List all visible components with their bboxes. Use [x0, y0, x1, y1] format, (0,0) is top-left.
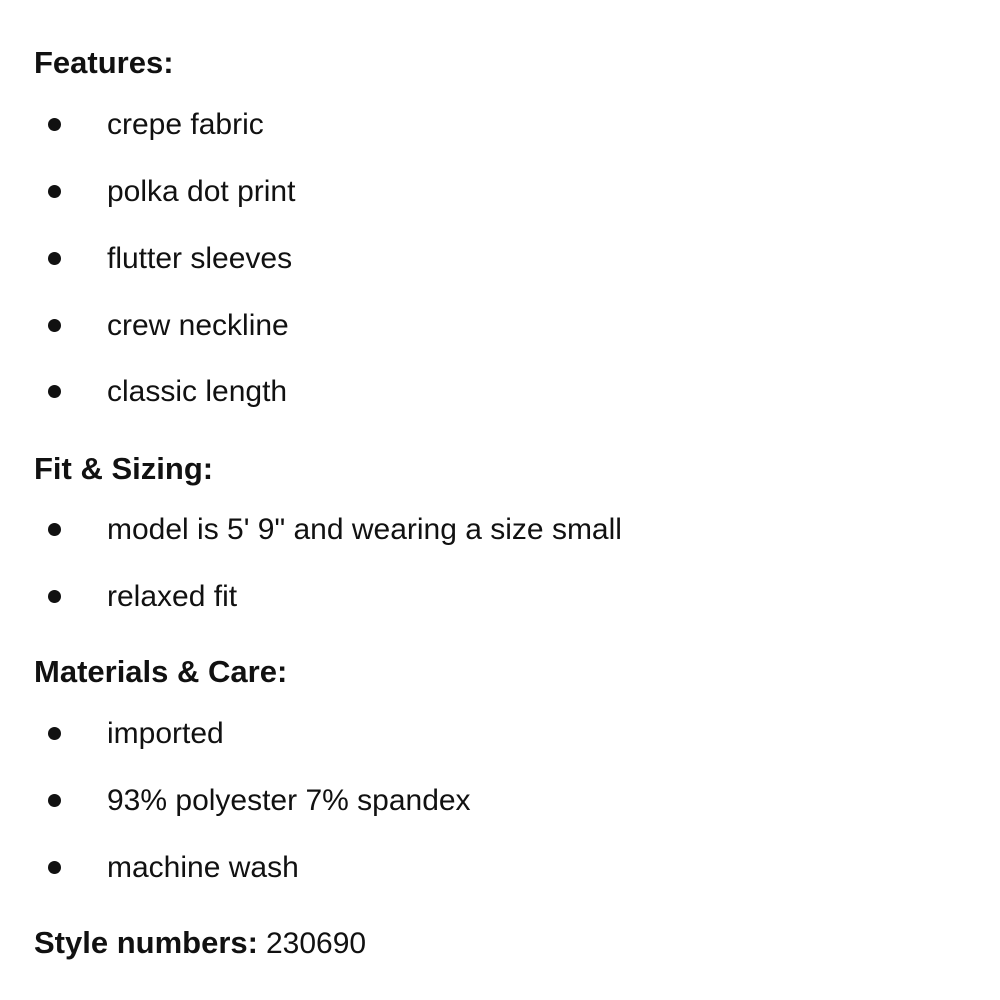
bullet-icon	[48, 252, 61, 265]
fit-relaxed-fit: relaxed fit	[107, 580, 238, 613]
style-numbers	[34, 923, 366, 969]
material-composition: 93% polyester 7% spandex	[107, 784, 471, 817]
style-numbers-label: Style numbers:	[34, 925, 258, 960]
style-numbers-value: 230690	[265, 927, 367, 960]
bullet-icon	[48, 861, 61, 874]
fit-sizing-heading: Fit & Sizing:	[34, 451, 214, 486]
list-item	[0, 848, 1000, 888]
bullet-icon	[48, 794, 61, 807]
care-machine-wash: machine wash	[107, 851, 299, 884]
list-item	[0, 577, 1000, 617]
feature-crepe-fabric: crepe fabric	[107, 108, 264, 141]
materials-care-heading: Materials & Care:	[34, 654, 288, 689]
material-imported: imported	[107, 717, 224, 750]
bullet-icon	[48, 319, 61, 332]
feature-flutter-sleeves: flutter sleeves	[107, 242, 293, 275]
list-item	[0, 714, 1000, 754]
bullet-icon	[48, 385, 61, 398]
features-heading: Features:	[34, 45, 174, 80]
list-item	[0, 239, 1000, 279]
bullet-icon	[48, 727, 61, 740]
feature-crew-neckline: crew neckline	[107, 309, 289, 342]
list-item	[0, 781, 1000, 821]
list-item	[0, 372, 1000, 412]
bullet-icon	[48, 590, 61, 603]
list-item	[0, 172, 1000, 212]
feature-polka-dot-print: polka dot print	[107, 175, 296, 208]
bullet-icon	[48, 523, 61, 536]
list-item	[0, 306, 1000, 346]
fit-model-size: model is 5' 9" and wearing a size small	[107, 513, 622, 546]
feature-classic-length: classic length	[107, 375, 288, 408]
list-item	[0, 105, 1000, 145]
bullet-icon	[48, 185, 61, 198]
list-item	[0, 510, 1000, 550]
bullet-icon	[48, 118, 61, 131]
